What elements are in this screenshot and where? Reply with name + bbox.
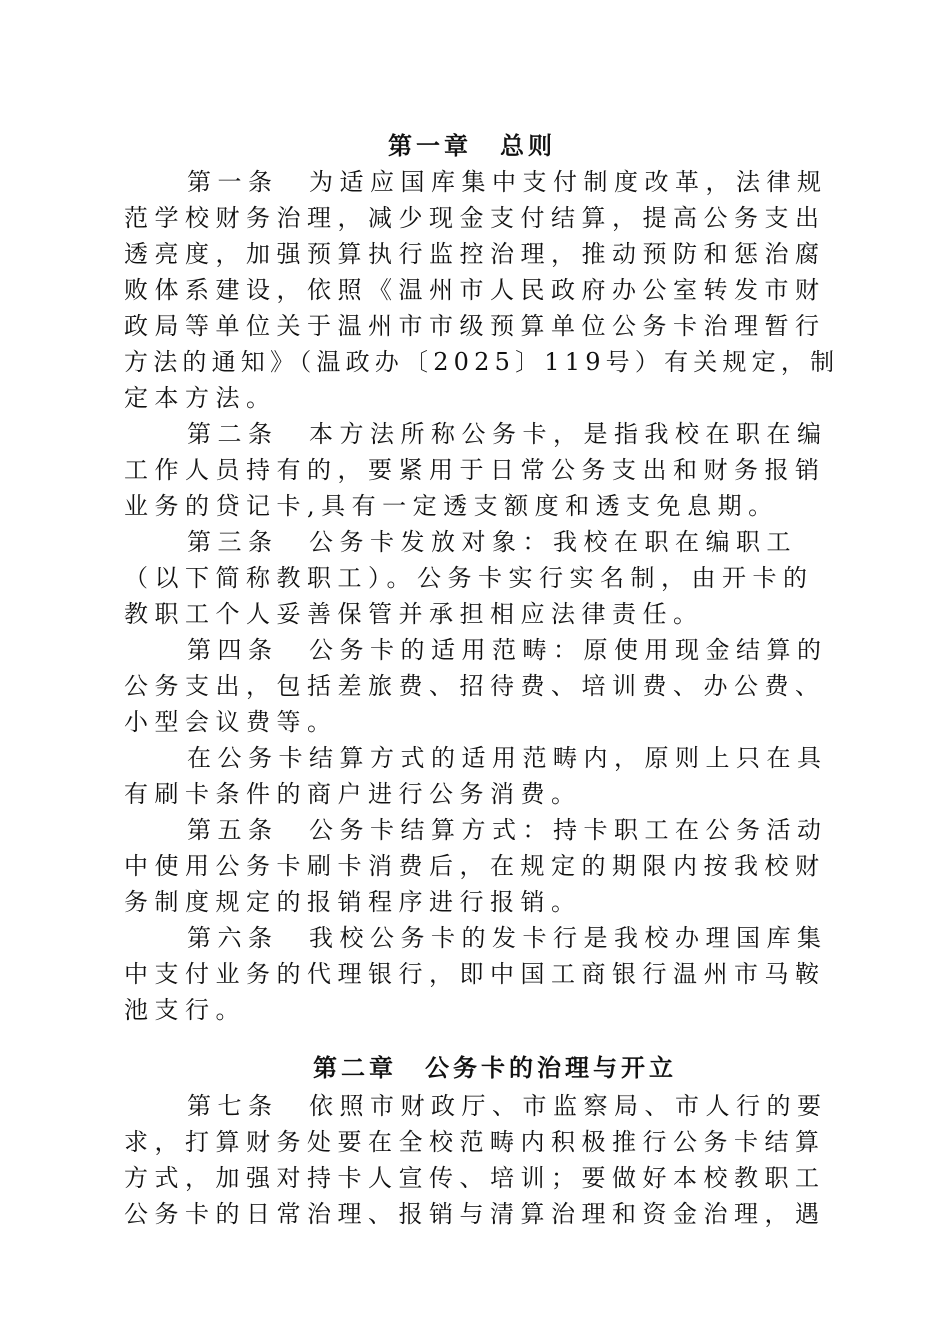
- paragraph-line: 透亮度，加强预算执行监控治理，推动预防和惩治腐: [124, 240, 826, 268]
- paragraph-line: 败体系建设，依照《温州市人民政府办公室转发市财: [124, 276, 826, 304]
- paragraph-line: 方式，加强对持卡人宣传、培训；要做好本校教职工: [124, 1164, 826, 1192]
- paragraph-line: 中使用公务卡刷卡消费后，在规定的期限内按我校财: [124, 852, 826, 880]
- paragraph-line: 小型会议费等。: [124, 708, 338, 736]
- paragraph-line: 第七条 依照市财政厅、市监察局、市人行的要: [187, 1092, 828, 1120]
- paragraph-line: 第二条 本方法所称公务卡，是指我校在职在编: [187, 420, 828, 448]
- paragraph-line: 中支付业务的代理银行，即中国工商银行温州市马鞍: [124, 960, 826, 988]
- chapter-1-heading: 第一章 总则: [388, 131, 556, 160]
- paragraph-line: 池支行。: [124, 996, 246, 1024]
- paragraph-line: 第一条 为适应国库集中支付制度改革，法律规: [187, 168, 828, 196]
- paragraph-line: 第五条 公务卡结算方式：持卡职工在公务活动: [187, 816, 828, 844]
- paragraph-line: 工作人员持有的，要紧用于日常公务支出和财务报销: [124, 456, 826, 484]
- paragraph-line: 方法的通知》（温政办〔2025〕119号）有关规定，制: [124, 348, 840, 376]
- paragraph-line: 公务卡的日常治理、报销与清算治理和资金治理，遇: [124, 1200, 826, 1228]
- paragraph-line: （以下简称教职工）。公务卡实行实名制，由开卡的: [124, 564, 814, 592]
- paragraph-line: 求，打算财务处要在全校范畴内积极推行公务卡结算: [124, 1128, 826, 1156]
- paragraph-line: 业务的贷记卡,具有一定透支额度和透支免息期。: [124, 492, 779, 520]
- paragraph-line: 有刷卡条件的商户进行公务消费。: [124, 780, 582, 808]
- paragraph-line: 政局等单位关于温州市市级预算单位公务卡治理暂行: [124, 312, 826, 340]
- paragraph-line: 定本方法。: [124, 384, 277, 412]
- paragraph-line: 在公务卡结算方式的适用范畴内，原则上只在具: [187, 744, 828, 772]
- paragraph-line: 范学校财务治理，减少现金支付结算，提高公务支出: [124, 204, 826, 232]
- paragraph-line: 第四条 公务卡的适用范畴：原使用现金结算的: [187, 636, 828, 664]
- paragraph-line: 第三条 公务卡发放对象：我校在职在编职工: [187, 528, 797, 556]
- paragraph-line: 第六条 我校公务卡的发卡行是我校办理国库集: [187, 924, 828, 952]
- paragraph-line: 务制度规定的报销程序进行报销。: [124, 888, 582, 916]
- paragraph-line: 公务支出，包括差旅费、招待费、培训费、办公费、: [124, 672, 826, 700]
- paragraph-line: 教职工个人妥善保管并承担相应法律责任。: [124, 600, 704, 628]
- chapter-2-heading: 第二章 公务卡的治理与开立: [313, 1053, 677, 1082]
